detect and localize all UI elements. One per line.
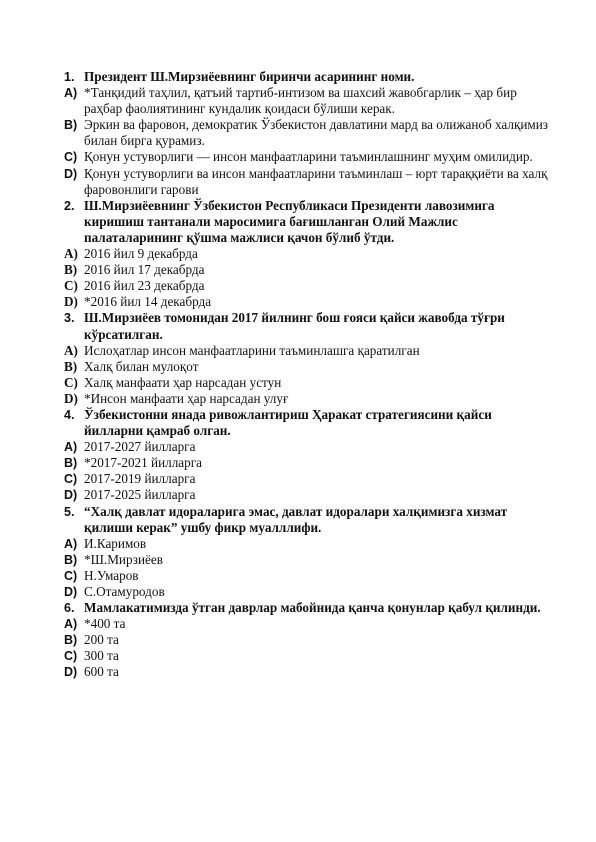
- option-text: Қонун устуворлиги ва инсон манфаатларини таъминлаш – юрт тараққиёти ва халқ фаровонлиги гарови: [84, 165, 548, 197]
- question: [64, 69, 554, 85]
- question-text: Ш.Мирзиёев томонидан 2017 йилнинг бош ғояси қайси жавобда тўғри кўрсатилган.: [84, 310, 505, 342]
- option-text: *Танқидий таҳлил, қатъий тартиб-интизом ва шахсий жавобгарлик – ҳар бир раҳбар фаолиятининг кундалик қоидаси бўлиши керак.: [84, 85, 517, 117]
- option-text: С.Отамуродов: [84, 584, 165, 599]
- option-text: Ислоҳатлар инсон манфаатларини таъминлашга қаратилган: [84, 342, 420, 358]
- option-text: 2016 йил 9 декабрда: [84, 246, 198, 262]
- question-number: 1.: [64, 70, 75, 84]
- question: [64, 310, 554, 342]
- question: [64, 198, 554, 246]
- question: [64, 504, 554, 536]
- question-list: [64, 69, 554, 681]
- answer-option: [64, 246, 554, 262]
- answer-option: [64, 536, 554, 552]
- option-letter: C): [64, 649, 78, 664]
- option-letter: C): [64, 568, 78, 583]
- answer-option: [64, 294, 554, 310]
- answer-option: [64, 391, 554, 407]
- option-text: Қонун устуворлиги — инсон манфаатларини таъминлашнинг муҳим омилидир.: [84, 149, 533, 165]
- option-letter: C): [64, 278, 78, 294]
- option-letter: D): [64, 488, 78, 503]
- option-text: *400 та: [84, 616, 126, 632]
- question-text: Ш.Мирзиёевнинг Ўзбекистон Республикаси Президенти лавозимига киришиш тантанали маросимига бағишланган Олий Мажлис палаталарининг қўшма мажлиси қачон бўлиб ўтди.: [84, 197, 495, 245]
- answer-option: [64, 278, 554, 294]
- answer-option: [64, 584, 554, 600]
- option-letter: B): [64, 262, 78, 278]
- question-text: “Халқ давлат идораларига эмас, давлат идоралари халқимизга хизмат қилиши керак” ушбу фикр муалллифи.: [84, 503, 508, 535]
- question-number: 6.: [64, 601, 75, 616]
- option-letter: A): [64, 617, 78, 632]
- option-letter: C): [64, 374, 78, 390]
- option-letter: D): [64, 166, 78, 181]
- option-letter: B): [64, 456, 78, 471]
- option-text: 2017-2025 йилларга: [84, 487, 196, 503]
- answer-option: [64, 648, 554, 664]
- answer-option: [64, 632, 554, 648]
- answer-option: [64, 664, 554, 680]
- option-text: Эркин ва фаровон, демократик Ўзбекистон давлатини мард ва олижаноб халқимиз билан бирга қурамиз.: [84, 117, 549, 149]
- option-text: *Инсон манфаати ҳар нарсадан улуғ: [84, 390, 289, 406]
- question: [64, 407, 554, 439]
- answer-option: [64, 166, 554, 198]
- option-text: *2016 йил 14 декабрда: [84, 294, 212, 310]
- option-text: Халқ манфаати ҳар нарсадан устун: [84, 374, 282, 390]
- question: [64, 600, 554, 616]
- option-letter: D): [64, 665, 78, 680]
- option-text: Халқ билан мулоқот: [84, 358, 199, 374]
- option-text: 300 та: [84, 648, 119, 664]
- option-letter: B): [64, 118, 78, 133]
- question-text: Мамлакатимизда ўтган даврлар мабойнида қанча қонунлар қабул қилинди.: [84, 600, 541, 616]
- option-letter: D): [64, 294, 78, 310]
- option-text: 200 та: [84, 632, 119, 648]
- answer-option: [64, 85, 554, 117]
- answer-option: [64, 375, 554, 391]
- answer-option: [64, 359, 554, 375]
- question-number: 4.: [64, 407, 75, 422]
- option-letter: C): [64, 472, 78, 487]
- question-number: 2.: [64, 198, 75, 213]
- option-letter: D): [64, 585, 78, 599]
- option-text: 600 та: [84, 664, 119, 680]
- answer-option: [64, 262, 554, 278]
- question-number: 3.: [64, 311, 75, 326]
- option-letter: A): [64, 342, 78, 358]
- answer-option: [64, 439, 554, 455]
- option-letter: B): [64, 633, 78, 648]
- option-letter: A): [64, 86, 78, 101]
- question-text: Ўзбекистонни янада ривожлантириш Ҳаракат стратегиясини қайси йилларни қамраб олган.: [84, 406, 492, 439]
- option-text: Н.Умаров: [84, 567, 139, 583]
- question-number: 5.: [64, 504, 75, 519]
- option-text: 2016 йил 23 декабрда: [84, 278, 205, 294]
- option-text: *2017-2021 йилларга: [84, 455, 203, 471]
- option-letter: D): [64, 390, 78, 406]
- answer-option: [64, 568, 554, 584]
- option-letter: B): [64, 552, 78, 567]
- answer-option: [64, 471, 554, 487]
- question-text: Президент Ш.Мирзиёевнинг биринчи асарининг номи.: [84, 69, 415, 84]
- answer-option: [64, 552, 554, 568]
- option-text: И.Каримов: [84, 535, 147, 551]
- answer-option: [64, 117, 554, 149]
- option-letter: C): [64, 150, 78, 165]
- answer-option: [64, 149, 554, 165]
- option-letter: A): [64, 440, 78, 455]
- answer-option: [64, 455, 554, 471]
- option-text: 2017-2027 йилларга: [84, 439, 196, 455]
- option-letter: A): [64, 536, 78, 551]
- answer-option: [64, 616, 554, 632]
- option-text: 2016 йил 17 декабрда: [84, 262, 205, 278]
- option-letter: B): [64, 358, 78, 374]
- answer-option: [64, 343, 554, 359]
- option-text: 2017-2019 йилларга: [84, 471, 196, 487]
- option-text: *Ш.Мирзиёев: [84, 551, 163, 567]
- answer-option: [64, 487, 554, 503]
- option-letter: A): [64, 246, 78, 262]
